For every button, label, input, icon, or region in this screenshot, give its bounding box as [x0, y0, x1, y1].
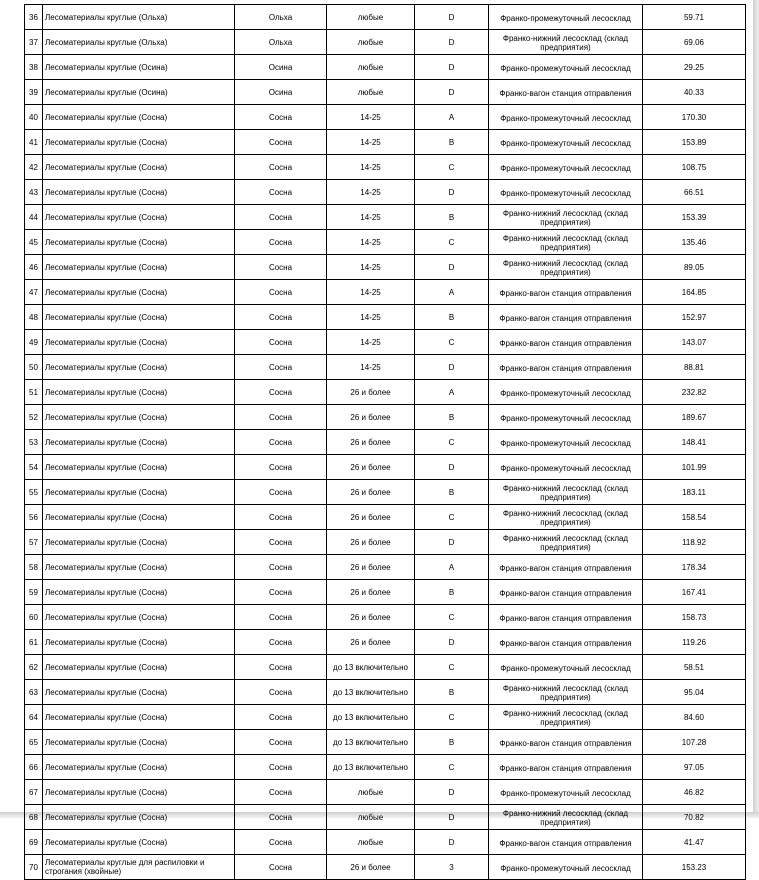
delivery-terms-cell: Франко-вагон станция отправления: [489, 730, 643, 755]
grade-cell: D: [415, 455, 489, 480]
species-cell: Сосна: [235, 380, 327, 405]
species-cell: Сосна: [235, 505, 327, 530]
row-number-cell: 46: [25, 255, 43, 280]
grade-cell: B: [415, 680, 489, 705]
diameter-cell: 26 и более: [327, 430, 415, 455]
delivery-terms-cell: Франко-вагон станция отправления: [489, 280, 643, 305]
delivery-terms-cell: Франко-промежуточный лесосклад: [489, 430, 643, 455]
grade-cell: B: [415, 405, 489, 430]
species-cell: Сосна: [235, 755, 327, 780]
grade-cell: B: [415, 305, 489, 330]
diameter-cell: 14-25: [327, 205, 415, 230]
diameter-cell: любые: [327, 55, 415, 80]
row-number-cell: 43: [25, 180, 43, 205]
row-number-cell: 57: [25, 530, 43, 555]
species-cell: Сосна: [235, 805, 327, 830]
table-row: [25, 405, 746, 430]
grade-cell: C: [415, 230, 489, 255]
table-row: [25, 680, 746, 705]
species-cell: Сосна: [235, 605, 327, 630]
price-cell: 58.51: [643, 655, 746, 680]
product-name-cell: Лесоматериалы круглые (Сосна): [43, 455, 235, 480]
price-cell: 135.46: [643, 230, 746, 255]
diameter-cell: любые: [327, 805, 415, 830]
delivery-terms-cell: Франко-вагон станция отправления: [489, 355, 643, 380]
grade-cell: B: [415, 130, 489, 155]
price-cell: 101.99: [643, 455, 746, 480]
delivery-terms-cell: Франко-нижний лесосклад (склад предприятия): [489, 230, 643, 255]
species-cell: Сосна: [235, 655, 327, 680]
table-row: [25, 355, 746, 380]
table-row: [25, 205, 746, 230]
grade-cell: C: [415, 330, 489, 355]
product-name-cell: Лесоматериалы круглые (Сосна): [43, 705, 235, 730]
species-cell: Сосна: [235, 205, 327, 230]
delivery-terms-cell: Франко-вагон станция отправления: [489, 630, 643, 655]
diameter-cell: до 13 включительно: [327, 705, 415, 730]
grade-cell: B: [415, 730, 489, 755]
delivery-terms-cell: Франко-нижний лесосклад (склад предприятия): [489, 205, 643, 230]
species-cell: Сосна: [235, 330, 327, 355]
species-cell: Сосна: [235, 230, 327, 255]
delivery-terms-cell: Франко-вагон станция отправления: [489, 305, 643, 330]
diameter-cell: 14-25: [327, 280, 415, 305]
grade-cell: B: [415, 480, 489, 505]
price-cell: 66.51: [643, 180, 746, 205]
price-cell: 40.33: [643, 80, 746, 105]
product-name-cell: Лесоматериалы круглые (Сосна): [43, 780, 235, 805]
grade-cell: C: [415, 505, 489, 530]
product-name-cell: Лесоматериалы круглые (Сосна): [43, 280, 235, 305]
diameter-cell: 14-25: [327, 255, 415, 280]
species-cell: Сосна: [235, 155, 327, 180]
price-cell: 107.28: [643, 730, 746, 755]
row-number-cell: 63: [25, 680, 43, 705]
table-row: [25, 855, 746, 880]
species-cell: Сосна: [235, 455, 327, 480]
diameter-cell: 14-25: [327, 355, 415, 380]
species-cell: Сосна: [235, 480, 327, 505]
delivery-terms-cell: Франко-промежуточный лесосклад: [489, 780, 643, 805]
diameter-cell: любые: [327, 830, 415, 855]
product-name-cell: Лесоматериалы круглые (Сосна): [43, 580, 235, 605]
diameter-cell: 14-25: [327, 180, 415, 205]
row-number-cell: 65: [25, 730, 43, 755]
row-number-cell: 38: [25, 55, 43, 80]
grade-cell: C: [415, 605, 489, 630]
product-name-cell: Лесоматериалы круглые (Сосна): [43, 505, 235, 530]
diameter-cell: 26 и более: [327, 855, 415, 880]
delivery-terms-cell: Франко-промежуточный лесосклад: [489, 455, 643, 480]
diameter-cell: 14-25: [327, 230, 415, 255]
delivery-terms-cell: Франко-нижний лесосклад (склад предприятия): [489, 530, 643, 555]
row-number-cell: 68: [25, 805, 43, 830]
product-name-cell: Лесоматериалы круглые (Сосна): [43, 480, 235, 505]
diameter-cell: любые: [327, 5, 415, 30]
price-cell: 148.41: [643, 430, 746, 455]
grade-cell: D: [415, 30, 489, 55]
product-name-cell: Лесоматериалы круглые (Ольха): [43, 5, 235, 30]
table-row: [25, 730, 746, 755]
row-number-cell: 52: [25, 405, 43, 430]
price-cell: 69.06: [643, 30, 746, 55]
delivery-terms-cell: Франко-вагон станция отправления: [489, 555, 643, 580]
row-number-cell: 53: [25, 430, 43, 455]
table-row: [25, 480, 746, 505]
species-cell: Сосна: [235, 105, 327, 130]
row-number-cell: 56: [25, 505, 43, 530]
delivery-terms-cell: Франко-промежуточный лесосклад: [489, 5, 643, 30]
diameter-cell: 14-25: [327, 130, 415, 155]
row-number-cell: 58: [25, 555, 43, 580]
delivery-terms-cell: Франко-вагон станция отправления: [489, 80, 643, 105]
species-cell: Сосна: [235, 705, 327, 730]
grade-cell: D: [415, 355, 489, 380]
price-cell: 89.05: [643, 255, 746, 280]
row-number-cell: 61: [25, 630, 43, 655]
row-number-cell: 51: [25, 380, 43, 405]
price-cell: 153.89: [643, 130, 746, 155]
species-cell: Сосна: [235, 780, 327, 805]
product-name-cell: Лесоматериалы круглые (Сосна): [43, 205, 235, 230]
delivery-terms-cell: Франко-промежуточный лесосклад: [489, 155, 643, 180]
table-row: [25, 630, 746, 655]
grade-cell: D: [415, 830, 489, 855]
table-row: [25, 105, 746, 130]
price-cell: 46.82: [643, 780, 746, 805]
species-cell: Сосна: [235, 355, 327, 380]
diameter-cell: до 13 включительно: [327, 730, 415, 755]
species-cell: Сосна: [235, 255, 327, 280]
product-name-cell: Лесоматериалы круглые (Сосна): [43, 230, 235, 255]
diameter-cell: до 13 включительно: [327, 680, 415, 705]
table-row: [25, 755, 746, 780]
species-cell: Сосна: [235, 855, 327, 880]
product-name-cell: Лесоматериалы круглые (Сосна): [43, 155, 235, 180]
price-cell: 153.39: [643, 205, 746, 230]
price-cell: 158.73: [643, 605, 746, 630]
delivery-terms-cell: Франко-промежуточный лесосклад: [489, 405, 643, 430]
table-row: [25, 505, 746, 530]
product-name-cell: Лесоматериалы круглые (Сосна): [43, 305, 235, 330]
delivery-terms-cell: Франко-нижний лесосклад (склад предприятия): [489, 680, 643, 705]
delivery-terms-cell: Франко-вагон станция отправления: [489, 605, 643, 630]
product-name-cell: Лесоматериалы круглые (Сосна): [43, 605, 235, 630]
product-name-cell: Лесоматериалы круглые (Сосна): [43, 255, 235, 280]
product-name-cell: Лесоматериалы круглые (Сосна): [43, 130, 235, 155]
price-cell: 118.92: [643, 530, 746, 555]
product-name-cell: Лесоматериалы круглые (Сосна): [43, 630, 235, 655]
delivery-terms-cell: Франко-промежуточный лесосклад: [489, 105, 643, 130]
species-cell: Сосна: [235, 580, 327, 605]
table-row: [25, 830, 746, 855]
product-name-cell: Лесоматериалы круглые (Сосна): [43, 355, 235, 380]
price-cell: 183.11: [643, 480, 746, 505]
grade-cell: A: [415, 105, 489, 130]
row-number-cell: 44: [25, 205, 43, 230]
price-cell: 158.54: [643, 505, 746, 530]
product-name-cell: Лесоматериалы круглые (Сосна): [43, 680, 235, 705]
table-row: [25, 530, 746, 555]
delivery-terms-cell: Франко-нижний лесосклад (склад предприятия): [489, 480, 643, 505]
row-number-cell: 37: [25, 30, 43, 55]
delivery-terms-cell: Франко-промежуточный лесосклад: [489, 55, 643, 80]
row-number-cell: 54: [25, 455, 43, 480]
diameter-cell: 26 и более: [327, 580, 415, 605]
row-number-cell: 39: [25, 80, 43, 105]
diameter-cell: любые: [327, 80, 415, 105]
product-name-cell: Лесоматериалы круглые (Осина): [43, 80, 235, 105]
grade-cell: D: [415, 805, 489, 830]
product-name-cell: Лесоматериалы круглые (Осина): [43, 55, 235, 80]
species-cell: Сосна: [235, 680, 327, 705]
grade-cell: A: [415, 280, 489, 305]
grade-cell: D: [415, 55, 489, 80]
table-row: [25, 580, 746, 605]
diameter-cell: до 13 включительно: [327, 755, 415, 780]
species-cell: Сосна: [235, 130, 327, 155]
grade-cell: D: [415, 5, 489, 30]
price-cell: 59.71: [643, 5, 746, 30]
product-name-cell: Лесоматериалы круглые (Сосна): [43, 655, 235, 680]
table-row: [25, 805, 746, 830]
product-name-cell: Лесоматериалы круглые (Сосна): [43, 380, 235, 405]
product-name-cell: Лесоматериалы круглые для распиловки и строгания (хвойные): [43, 855, 235, 880]
delivery-terms-cell: Франко-нижний лесосклад (склад предприятия): [489, 505, 643, 530]
grade-cell: 3: [415, 855, 489, 880]
product-name-cell: Лесоматериалы круглые (Сосна): [43, 180, 235, 205]
delivery-terms-cell: Франко-вагон станция отправления: [489, 755, 643, 780]
row-number-cell: 70: [25, 855, 43, 880]
diameter-cell: 14-25: [327, 155, 415, 180]
row-number-cell: 50: [25, 355, 43, 380]
price-table: [24, 4, 746, 880]
row-number-cell: 41: [25, 130, 43, 155]
price-cell: 84.60: [643, 705, 746, 730]
product-name-cell: Лесоматериалы круглые (Сосна): [43, 805, 235, 830]
species-cell: Сосна: [235, 305, 327, 330]
product-name-cell: Лесоматериалы круглые (Сосна): [43, 830, 235, 855]
species-cell: Сосна: [235, 730, 327, 755]
row-number-cell: 59: [25, 580, 43, 605]
table-row: [25, 780, 746, 805]
table-row: [25, 30, 746, 55]
price-cell: 232.82: [643, 380, 746, 405]
price-cell: 153.23: [643, 855, 746, 880]
row-number-cell: 42: [25, 155, 43, 180]
species-cell: Сосна: [235, 530, 327, 555]
diameter-cell: 14-25: [327, 330, 415, 355]
grade-cell: D: [415, 630, 489, 655]
diameter-cell: 26 и более: [327, 505, 415, 530]
price-cell: 119.26: [643, 630, 746, 655]
grade-cell: A: [415, 555, 489, 580]
grade-cell: A: [415, 380, 489, 405]
species-cell: Осина: [235, 55, 327, 80]
species-cell: Сосна: [235, 180, 327, 205]
price-cell: 167.41: [643, 580, 746, 605]
grade-cell: D: [415, 530, 489, 555]
table-row: [25, 230, 746, 255]
diameter-cell: 26 и более: [327, 380, 415, 405]
price-cell: 170.30: [643, 105, 746, 130]
row-number-cell: 55: [25, 480, 43, 505]
table-row: [25, 130, 746, 155]
row-number-cell: 49: [25, 330, 43, 355]
species-cell: Сосна: [235, 405, 327, 430]
table-row: [25, 305, 746, 330]
table-row: [25, 705, 746, 730]
delivery-terms-cell: Франко-нижний лесосклад (склад предприятия): [489, 705, 643, 730]
product-name-cell: Лесоматериалы круглые (Сосна): [43, 405, 235, 430]
price-cell: 29.25: [643, 55, 746, 80]
table-row: [25, 330, 746, 355]
diameter-cell: 26 и более: [327, 630, 415, 655]
species-cell: Сосна: [235, 280, 327, 305]
price-cell: 189.67: [643, 405, 746, 430]
table-row: [25, 555, 746, 580]
price-cell: 164.85: [643, 280, 746, 305]
species-cell: Ольха: [235, 5, 327, 30]
table-row: [25, 455, 746, 480]
grade-cell: C: [415, 755, 489, 780]
price-cell: 95.04: [643, 680, 746, 705]
diameter-cell: любые: [327, 780, 415, 805]
page-edge-shadow: [753, 0, 759, 812]
price-cell: 143.07: [643, 330, 746, 355]
species-cell: Сосна: [235, 555, 327, 580]
grade-cell: D: [415, 780, 489, 805]
product-name-cell: Лесоматериалы круглые (Сосна): [43, 430, 235, 455]
table-row: [25, 180, 746, 205]
row-number-cell: 64: [25, 705, 43, 730]
diameter-cell: 26 и более: [327, 455, 415, 480]
row-number-cell: 67: [25, 780, 43, 805]
price-cell: 178.34: [643, 555, 746, 580]
diameter-cell: 26 и более: [327, 555, 415, 580]
table-row: [25, 155, 746, 180]
price-cell: 97.05: [643, 755, 746, 780]
row-number-cell: 47: [25, 280, 43, 305]
grade-cell: D: [415, 255, 489, 280]
price-cell: 152.97: [643, 305, 746, 330]
delivery-terms-cell: Франко-промежуточный лесосклад: [489, 380, 643, 405]
product-name-cell: Лесоматериалы круглые (Сосна): [43, 755, 235, 780]
species-cell: Ольха: [235, 30, 327, 55]
table-row: [25, 430, 746, 455]
table-row: [25, 380, 746, 405]
diameter-cell: любые: [327, 30, 415, 55]
row-number-cell: 48: [25, 305, 43, 330]
delivery-terms-cell: Франко-нижний лесосклад (склад предприятия): [489, 255, 643, 280]
product-name-cell: Лесоматериалы круглые (Ольха): [43, 30, 235, 55]
row-number-cell: 69: [25, 830, 43, 855]
species-cell: Сосна: [235, 630, 327, 655]
delivery-terms-cell: Франко-промежуточный лесосклад: [489, 855, 643, 880]
diameter-cell: 14-25: [327, 105, 415, 130]
row-number-cell: 36: [25, 5, 43, 30]
product-name-cell: Лесоматериалы круглые (Сосна): [43, 555, 235, 580]
delivery-terms-cell: Франко-нижний лесосклад (склад предприятия): [489, 805, 643, 830]
diameter-cell: 26 и более: [327, 605, 415, 630]
grade-cell: D: [415, 180, 489, 205]
delivery-terms-cell: Франко-промежуточный лесосклад: [489, 655, 643, 680]
grade-cell: C: [415, 430, 489, 455]
table-row: [25, 655, 746, 680]
price-cell: 41.47: [643, 830, 746, 855]
species-cell: Осина: [235, 80, 327, 105]
grade-cell: D: [415, 80, 489, 105]
delivery-terms-cell: Франко-нижний лесосклад (склад предприятия): [489, 30, 643, 55]
price-cell: 70.82: [643, 805, 746, 830]
diameter-cell: 26 и более: [327, 530, 415, 555]
table-body: [25, 5, 746, 880]
diameter-cell: 26 и более: [327, 405, 415, 430]
product-name-cell: Лесоматериалы круглые (Сосна): [43, 105, 235, 130]
product-name-cell: Лесоматериалы круглые (Сосна): [43, 330, 235, 355]
price-cell: 108.75: [643, 155, 746, 180]
table-row: [25, 605, 746, 630]
species-cell: Сосна: [235, 430, 327, 455]
grade-cell: C: [415, 705, 489, 730]
row-number-cell: 40: [25, 105, 43, 130]
price-cell: 88.81: [643, 355, 746, 380]
diameter-cell: 14-25: [327, 305, 415, 330]
table-row: [25, 280, 746, 305]
delivery-terms-cell: Франко-вагон станция отправления: [489, 830, 643, 855]
row-number-cell: 45: [25, 230, 43, 255]
species-cell: Сосна: [235, 830, 327, 855]
delivery-terms-cell: Франко-промежуточный лесосклад: [489, 130, 643, 155]
grade-cell: B: [415, 580, 489, 605]
table-row: [25, 55, 746, 80]
grade-cell: C: [415, 155, 489, 180]
diameter-cell: 26 и более: [327, 480, 415, 505]
product-name-cell: Лесоматериалы круглые (Сосна): [43, 730, 235, 755]
row-number-cell: 66: [25, 755, 43, 780]
table-row: [25, 5, 746, 30]
product-name-cell: Лесоматериалы круглые (Сосна): [43, 530, 235, 555]
row-number-cell: 60: [25, 605, 43, 630]
row-number-cell: 62: [25, 655, 43, 680]
delivery-terms-cell: Франко-вагон станция отправления: [489, 330, 643, 355]
grade-cell: C: [415, 655, 489, 680]
table-row: [25, 255, 746, 280]
delivery-terms-cell: Франко-промежуточный лесосклад: [489, 180, 643, 205]
diameter-cell: до 13 включительно: [327, 655, 415, 680]
delivery-terms-cell: Франко-вагон станция отправления: [489, 580, 643, 605]
table-row: [25, 80, 746, 105]
grade-cell: B: [415, 205, 489, 230]
